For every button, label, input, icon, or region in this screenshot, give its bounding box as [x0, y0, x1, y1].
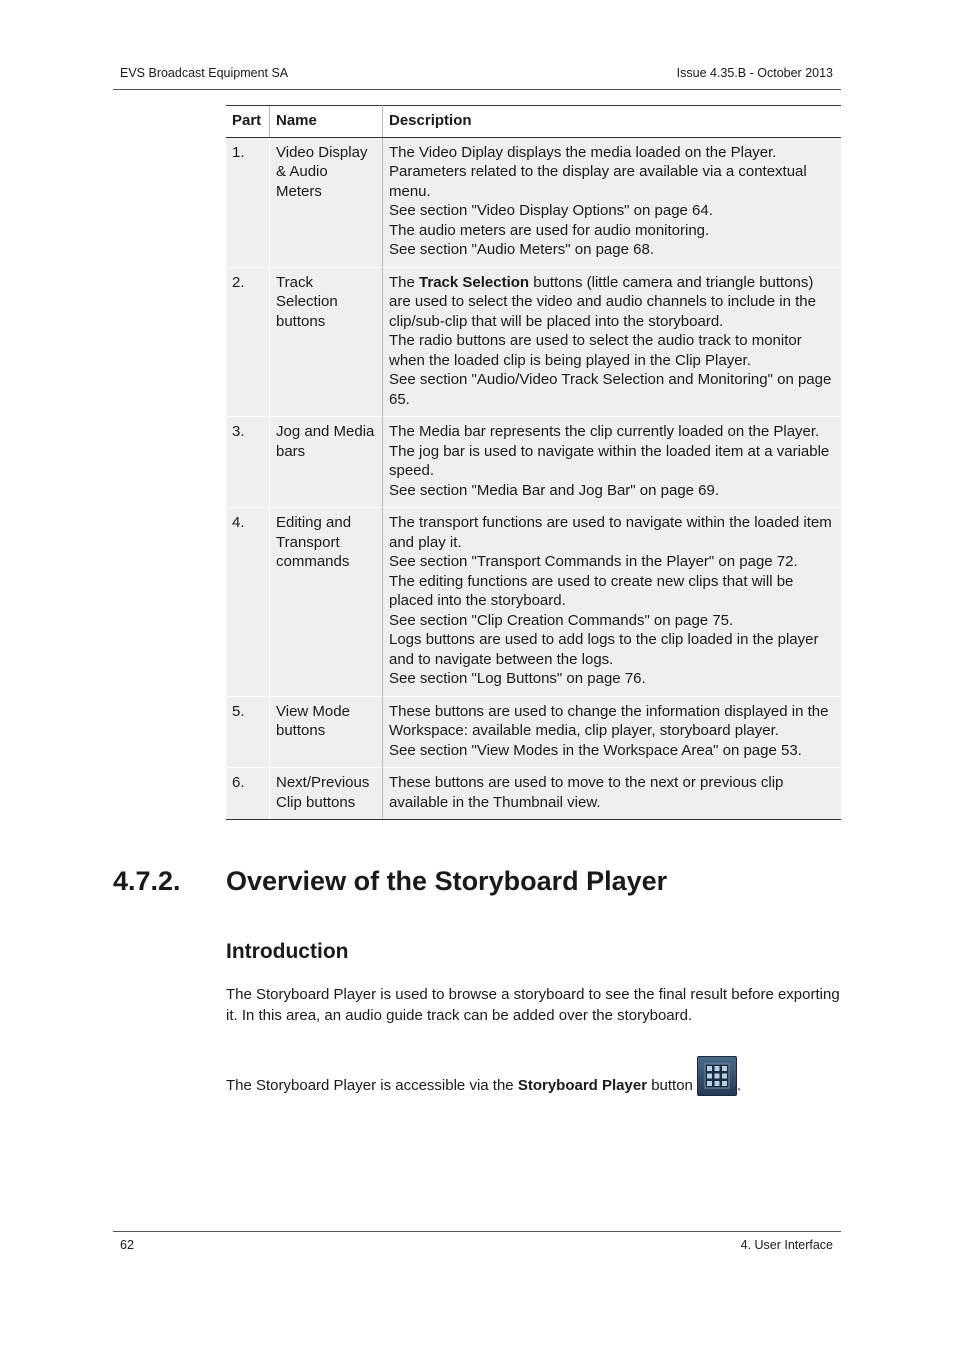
access-text: The Storyboard Player is accessible via the: [226, 1077, 518, 1094]
row-description: [383, 267, 842, 417]
table-header-row: [226, 106, 841, 138]
storyboard-grid-icon: [704, 1063, 730, 1089]
description-line: The Video Diplay displays the media loaded on the Player.: [389, 143, 777, 161]
description-line: See section "Log Buttons" on page 76.: [389, 670, 646, 687]
row-name: Track Selection buttons: [270, 267, 383, 417]
description-line: See section "Media Bar and Jog Bar" on page 69.: [389, 481, 720, 499]
col-header-part: Part: [226, 106, 270, 138]
description-line: The Media bar represents the clip currently loaded on the Player.: [389, 423, 820, 440]
description-line: The editing functions are used to create new clips that will be placed into the storyboard.: [389, 572, 794, 609]
row-name: Editing and Transport commands: [270, 508, 383, 697]
row-name: View Mode buttons: [270, 696, 383, 768]
description-line: [389, 273, 835, 332]
table-row: [226, 267, 841, 417]
table-row: [226, 417, 841, 508]
description-line: See section "Audio/Video Track Selection and Monitoring" on page 65.: [389, 371, 832, 408]
subsection-title: Introduction: [226, 940, 349, 963]
row-description: [383, 768, 842, 820]
footer-rule: [113, 1231, 841, 1232]
row-part: 4.: [226, 508, 270, 697]
section-number: 4.7.2.: [113, 866, 181, 896]
row-name: Jog and Media bars: [270, 417, 383, 508]
row-description: [383, 417, 842, 508]
chapter-name: 4. User Interface: [740, 1238, 833, 1252]
description-line: Parameters related to the display are available via a contextual menu.: [389, 163, 807, 200]
description-line: See section "Video Display Options" on page 64.: [389, 202, 713, 219]
header-rule: [113, 89, 841, 90]
access-period: .: [736, 1077, 742, 1094]
table-row: [226, 508, 841, 697]
description-line: The transport functions are used to navigate within the loaded item and play it.: [389, 514, 832, 551]
row-description: [383, 508, 842, 697]
description-line: See section "Clip Creation Commands" on page 75.: [389, 611, 734, 629]
intro-paragraph: The Storyboard Player is used to browse a storyboard to see the final result before exporting it. In this area, an audio guide track can be added over the storyboard.: [226, 986, 840, 1024]
storyboard-player-button: [697, 1056, 737, 1096]
header-issue: Issue 4.35.B - October 2013: [676, 66, 833, 80]
description-line: The radio buttons are used to select the audio track to monitor when the loaded clip is being played in the Clip Player.: [389, 332, 802, 369]
table-row: [226, 696, 841, 768]
section-title: Overview of the Storyboard Player: [226, 866, 668, 896]
header-company: EVS Broadcast Equipment SA: [120, 66, 289, 80]
row-name: Next/Previous Clip buttons: [270, 768, 383, 820]
row-name: Video Display & Audio Meters: [270, 137, 383, 267]
access-paragraph: [226, 1056, 846, 1096]
row-description: [383, 696, 842, 768]
row-description: [383, 137, 842, 267]
description-line: Logs buttons are used to add logs to the clip loaded in the player and to navigate between the logs.: [389, 631, 819, 668]
description-text: buttons (little camera and triangle buttons) are used to select the video and audio channels to include in the clip/sub-clip that will be placed into the storyboard.: [389, 273, 816, 330]
description-line: The audio meters are used for audio monitoring.: [389, 221, 710, 239]
description-line: See section "Audio Meters" on page 68.: [389, 241, 654, 258]
description-bold-term: Track Selection: [419, 273, 530, 291]
description-line: These buttons are used to move to the next or previous clip available in the Thumbnail view.: [389, 774, 784, 811]
row-part: 2.: [226, 267, 270, 417]
row-part: 3.: [226, 417, 270, 508]
access-bold-term: Storyboard Player: [517, 1077, 648, 1094]
parts-table: [226, 105, 841, 820]
col-header-name: Name: [270, 106, 383, 138]
description-line: These buttons are used to change the information displayed in the Workspace: available media, clip player, storyboard player.: [389, 702, 829, 739]
table-row: [226, 137, 841, 267]
access-text: button: [647, 1077, 693, 1094]
table-row: [226, 768, 841, 820]
description-line: See section "View Modes in the Workspace Area" on page 53.: [389, 741, 802, 759]
col-header-description: Description: [383, 106, 842, 138]
row-part: 1.: [226, 137, 270, 267]
row-part: 6.: [226, 768, 270, 820]
description-text: The: [389, 273, 420, 291]
description-line: The jog bar is used to navigate within the loaded item at a variable speed.: [389, 442, 830, 479]
row-part: 5.: [226, 696, 270, 768]
page-number: 62: [120, 1238, 134, 1252]
description-line: See section "Transport Commands in the Player" on page 72.: [389, 553, 798, 570]
